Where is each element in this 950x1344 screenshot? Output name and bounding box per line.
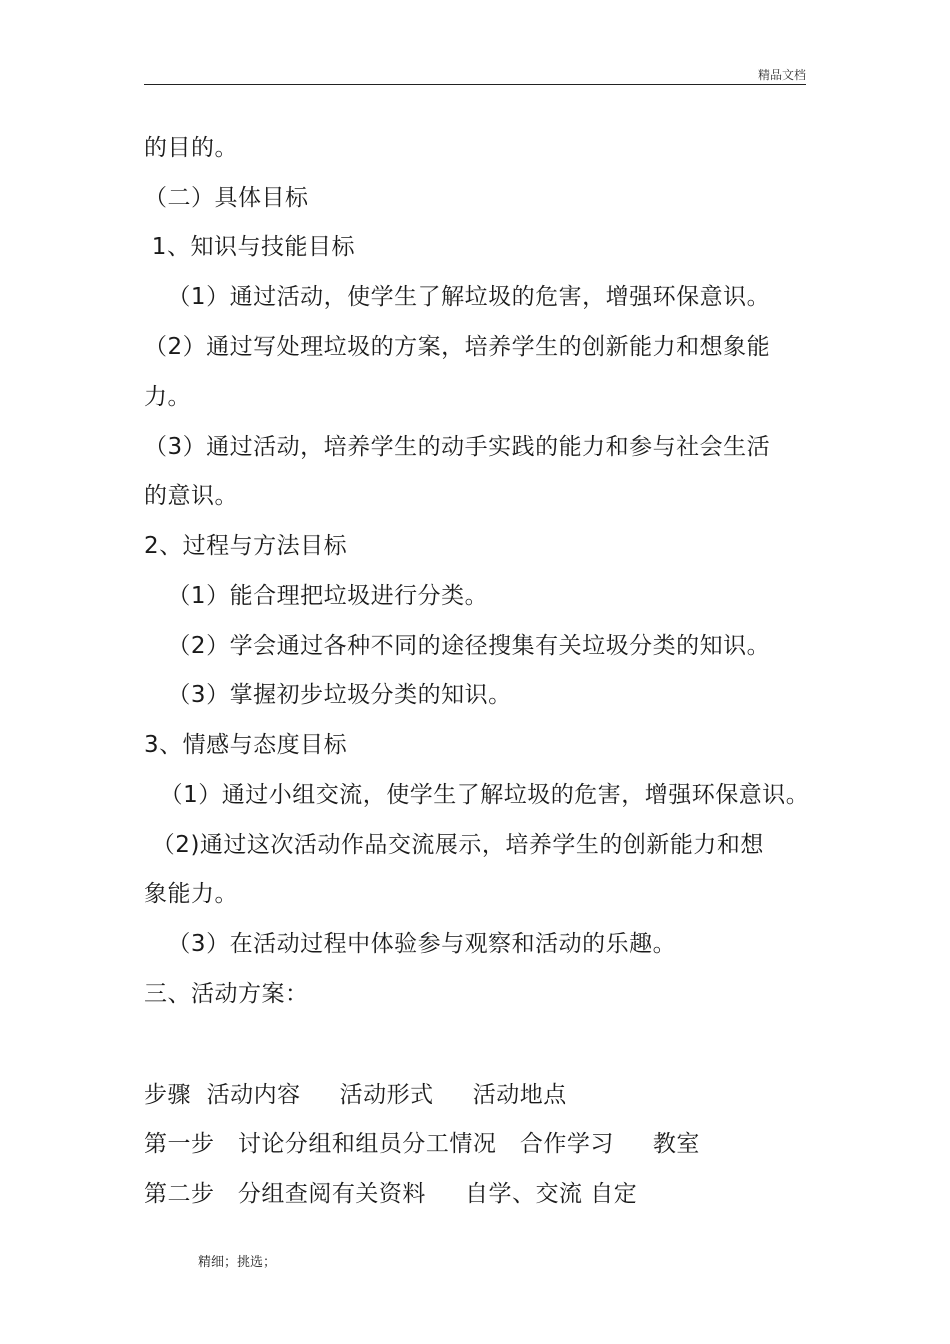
text-line: （3）在活动过程中体验参与观察和活动的乐趣。 xyxy=(144,931,677,957)
text-line: （1）能合理把垃圾进行分类。 xyxy=(144,583,489,609)
subsection-heading: 3、情感与态度目标 xyxy=(144,732,348,758)
table-row: 第一步 讨论分组和组员分工情况 合作学习 教室 xyxy=(144,1131,700,1157)
subsection-heading: 1、知识与技能目标 xyxy=(144,234,355,260)
subsection-heading: 2、过程与方法目标 xyxy=(144,533,348,559)
text-line: （2)通过这次活动作品交流展示，培养学生的创新能力和想 xyxy=(144,832,764,858)
section-heading: 三、活动方案： xyxy=(144,981,309,1007)
table-header-row: 步骤 活动内容 活动形式 活动地点 xyxy=(144,1082,567,1108)
section-heading: （二）具体目标 xyxy=(144,185,309,211)
text-line: （1）通过小组交流，使学生了解垃圾的危害，增强环保意识。 xyxy=(144,782,810,808)
header-label: 精品文档 xyxy=(757,68,806,82)
text-line: （1）通过活动，使学生了解垃圾的危害，增强环保意识。 xyxy=(144,284,771,310)
text-line: 象能力。 xyxy=(144,881,238,907)
text-line: 的意识。 xyxy=(144,483,238,509)
text-line: （2）通过写处理垃圾的方案，培养学生的创新能力和想象能 xyxy=(144,334,771,360)
table-row: 第二步 分组查阅有关资料 自学、交流 自定 xyxy=(144,1181,638,1207)
footer-label: 精细；挑选； xyxy=(198,1255,277,1270)
text-line: 力。 xyxy=(144,384,191,410)
header-rule xyxy=(144,84,806,85)
text-line: 的目的。 xyxy=(144,135,238,161)
text-line: （3）通过活动，培养学生的动手实践的能力和参与社会生活 xyxy=(144,434,771,460)
text-line: （2）学会通过各种不同的途径搜集有关垃圾分类的知识。 xyxy=(144,633,771,659)
text-line: （3）掌握初步垃圾分类的知识。 xyxy=(144,682,512,708)
